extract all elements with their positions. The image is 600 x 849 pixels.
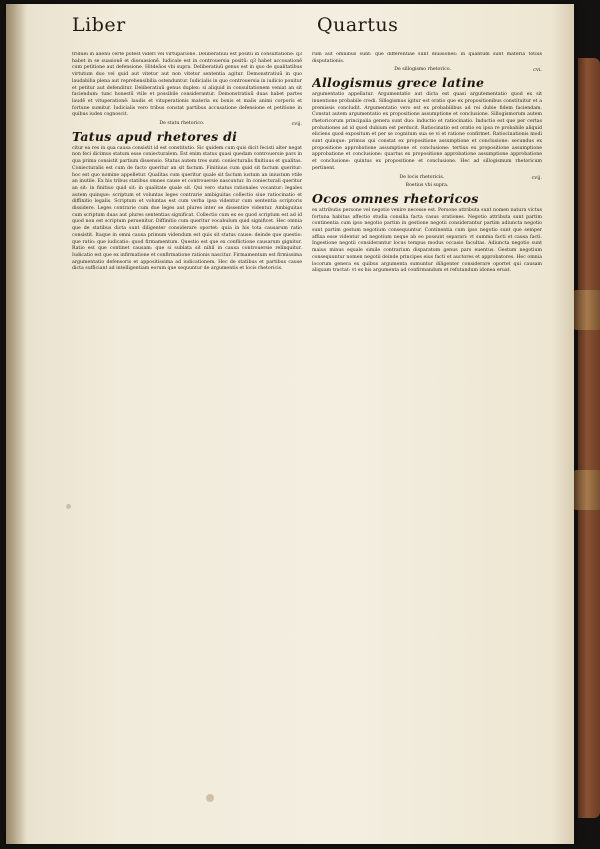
section-caption [312, 67, 542, 74]
book-cover-edge [578, 58, 600, 818]
leather-clasp-top [574, 290, 600, 330]
paragraph: rum aut omnibus sunt: que differentiae sunt diuisiones: in quantum sunt materia totius disputationis. [312, 52, 542, 64]
running-head-left: Liber [72, 14, 126, 36]
text-column-left [72, 52, 302, 812]
text-column-right [312, 52, 542, 812]
section-heading: Tatus apud rhetores di [72, 128, 238, 144]
section-caption [312, 175, 542, 182]
section-caption [72, 121, 302, 128]
section-caption-text: De locis rhetoricis. [399, 174, 445, 180]
running-head-right: Quartus [317, 14, 399, 36]
paragraph: argumentatio appellatur. Argumentatio aut dicta est quasi argutementatio quod ex sit inuentione probabile credi. Sillogismus igitur est oratio que ex propositionibus constituitur et a premissis concludit. Argumentatio vero est ex probabilibus ad rei dubie fidem faciendam. Constat autem argumentatio ex propositione assumptione et conclusione. Sillogismorum autem rhetoricorum principalia genera sunt duo: inductio et ratiocinatio. Inductio est que per certas probationes ad id quod dubium est perducit. Ratiocinatio est oratio ex ipsa re probabile aliquid eliciens quod expositum et per se cognitum sua se vi et ratione confirmet. Ratiocinationis modi sunt quinque: primus qui constat ex propositione assumptione et conclusione: secundus ex propositione approbatione assumptione et conclusione: tertius ex propositione assumptione approbatione et conclusione: quartus ex propositione approbatione assumptione approbatione et conclusione: quintus ex propositione et conclusione. Hec ad sillogismum rhetoricum pertinent. [312, 92, 542, 171]
paragraph: citur ea res in qua causa consistit id est constitutio. Sic quidem cum quis dicit fecisti alter negat non feci dicimus statum esse coniecturalem. Est enim status quasi quedam controuersie pars in qua prima consistit partium dissensio. Status autem tres sunt: coniecturalis finitiuus et qualitas. Coniecturalis est cum de facto queritur an sit factum. Finitiuus cum quid sit factum queritur: hoc est quo nomine appelletur. Qualitas cum queritur quale sit factum iustum an iniustum vtile an inutile. Ex his tribus statibus omnes cause et controuersie nascuntur. In coniecturali queritur an sit: in finitiuo quid sit: in qualitate quale sit. Qui vero status rationales vocantur: legales autem quinque: scriptum et voluntas leges contrarie ambiguitas collectio siue ratiocinatio et diffinitio legalis. Scriptum et voluntas est cum verba ipsa videntur cum sententia scriptoris dissidere. Leges contrarie cum due leges aut plures inter se dissentire videntur. Ambiguitas cum scriptum duas aut plures sententias significat. Collectio cum ex eo quod scriptum est ad id quod non est scriptum peruenitur. Diffinitio cum queritur vocabulum quid significet. Hec omnia que de statibus dicta sunt diligenter considerare oportet: quia in his tota causarum ratio consistit. Itaque in omni causa primum videndum est quis sit status cause: deinde que questio: que ratio: que iudicatio: quod firmamentum. Questio est que ex conflictione causarum gignitur. Ratio est que continet causam: que si sublata sit nihil in causa controuersie relinquitur. Iudicatio est que ex infirmatione et confirmatione rationis nascitur. Firmamentum est firmissima argumentatio defensoris et appositissima ad iudicationem. Hec de statibus et partibus cause dicta sufficiant ad intelligentiam eorum que sequuntur de argumentis et locis rhetoricis. [72, 145, 302, 272]
chapter-number: cvi. [533, 67, 542, 74]
chapter-number: cvij. [531, 174, 542, 181]
section-caption-text: De sillogismo rhetorico. [394, 67, 451, 73]
section-heading: Allogismus grece latine [312, 75, 485, 91]
page-gutter-shadow [6, 4, 26, 844]
leather-clasp-bottom [574, 470, 600, 510]
chapter-number: cvij. [291, 121, 302, 128]
paragraph: ex attributis persone vel negotio venire necesse est. Persone attributa sunt nomen natura victus fortuna habitus affectio studia consilia facta casus orationes. Negotio attributa sunt partim continentia cum ipso negotio partim in gestione negotii considerantur partim adiuncta negotio sunt partim gestum negotium consequuntur. Continentia cum ipso negotio sunt que semper affixa esse videntur ad negotium neque ab eo possunt separari: vt summa facti et causa facti. Ingestione negotii considerantur locus tempus modus occasio facultas. Adiuncta negotio sunt maius minus equale simile contrarium disparatum genus pars euentus. Gestum negotium consequuntur nomen negotii deinde principes eius facti et auctores et approbatores. Hec omnia locorum genera ex quibus argumenta sumuntur diligenter considerare oportet qui causam aliquam tractat: vt ex his argumenta ad confirmandum et refutandum idonea eruat. [312, 207, 542, 274]
wormhole-mark [66, 504, 71, 509]
source-caption: Boetius vbi supra. [405, 183, 449, 189]
section-heading: Ocos omnes rhetoricos [312, 190, 479, 206]
section-caption-text: De statu rhetorico. [159, 121, 205, 127]
paragraph: tridueĩ in alienũ certe potest videri vel virtuparionẽ. Deliberatiuũ est positũ in consultatione: q3 habet in se suasionẽ et dissuasionẽ. Iudicale est in controuersia positũ: q3 habet accusationẽ cum petitione aut defensione. Hitdeãos vbi supra. Deliberatiuũ genus est in quo de qualitatibus virtutum duo vel quid aut vitetur aut non vitetur sententia agitur. Demonstratiuũ in quo laudabilia plena aut reprehensibilia ostenduntur. Iudicialis in quo controuersia in iudicio ponitur et petitur aut defenditur. Deliberatiuũ genus duplex: si aliquid in consultationem veniat an sit faciendum: tunc honestũ vtile et possibile considerantur. Demonstratiuũ duas habet partes laudẽ et vituperationẽ: laudis et vituperationis materia ex bonis et malis animi corporis et fortune sumitur. Iudicialis vero tribus constat partibus accusatione defensione et petitione in quibus iudex cognoscit. [72, 52, 302, 118]
